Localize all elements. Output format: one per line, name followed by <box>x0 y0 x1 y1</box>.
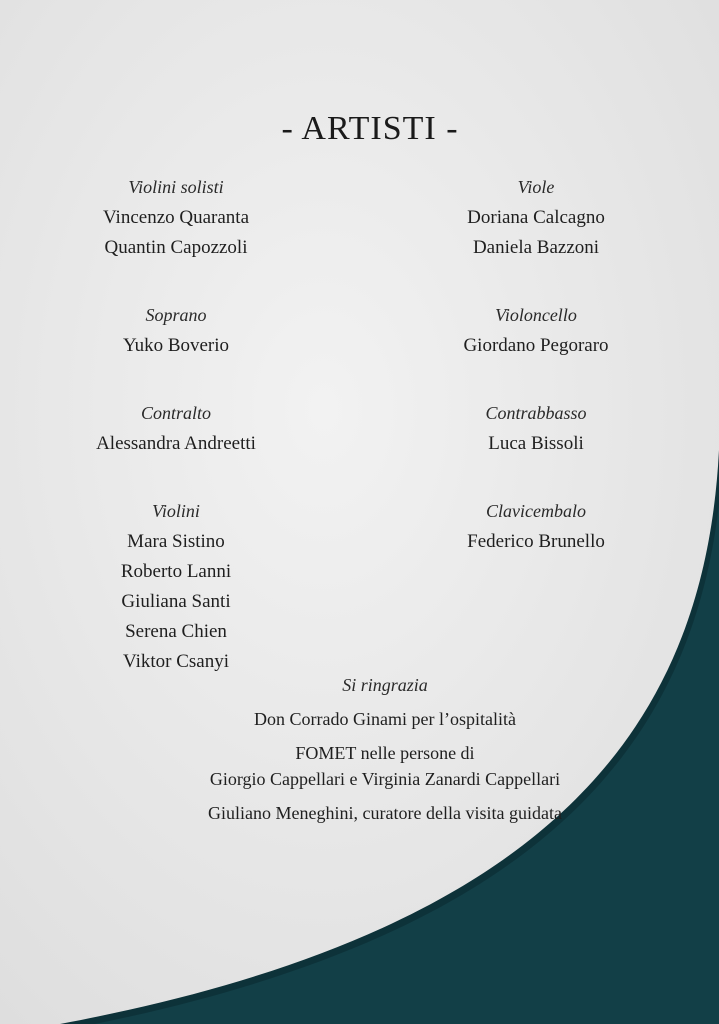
artist-name: Yuko Boverio <box>122 335 230 356</box>
acknowledgement-line: Giuliano Meneghini, curatore della visita guidata <box>208 803 562 823</box>
artist-name: Daniela Bazzoni <box>472 237 600 258</box>
right-column <box>386 175 686 597</box>
section-violini <box>26 499 326 677</box>
artist-name: Giuliana Santi <box>121 591 231 612</box>
section-soprano <box>26 303 326 361</box>
section-viole <box>386 175 686 263</box>
section-violini-solisti <box>26 175 326 263</box>
role-label: Clavicembalo <box>486 501 586 521</box>
artist-name: Doriana Calcagno <box>467 207 605 228</box>
section-contralto <box>26 401 326 459</box>
acknowledgements-heading: Si ringrazia <box>342 675 428 695</box>
artist-name: Serena Chien <box>125 621 227 642</box>
artist-name: Roberto Lanni <box>120 561 232 582</box>
acknowledgements <box>85 672 685 826</box>
spacer <box>85 732 685 740</box>
role-label: Violini <box>152 501 200 521</box>
role-label: Contralto <box>140 403 211 423</box>
section-violoncello <box>386 303 686 361</box>
artist-name: Federico Brunello <box>467 531 605 552</box>
acknowledgement-line: Don Corrado Ginami per l’ospitalità <box>254 709 516 729</box>
spacer <box>85 792 685 800</box>
artist-name: Viktor Csanyi <box>123 651 229 672</box>
artist-name: Luca Bissoli <box>488 433 584 454</box>
section-contrabbasso <box>386 401 686 459</box>
role-label: Violini solisti <box>128 177 224 197</box>
section-clavicembalo <box>386 499 686 557</box>
role-label: Violoncello <box>495 305 577 325</box>
role-label: Soprano <box>145 305 207 325</box>
artist-name: Mara Sistino <box>127 531 225 552</box>
artist-name: Quantin Capozzoli <box>104 237 248 258</box>
left-column <box>26 175 326 717</box>
artist-name: Vincenzo Quaranta <box>102 207 250 228</box>
artist-name: Alessandra Andreetti <box>96 433 256 454</box>
role-label: Contrabbasso <box>485 403 587 423</box>
acknowledgement-line: FOMET nelle persone di <box>295 743 475 763</box>
page-title: - ARTISTI - <box>281 110 459 147</box>
artist-name: Giordano Pegoraro <box>463 335 609 356</box>
acknowledgement-line: Giorgio Cappellari e Virginia Zanardi Cappellari <box>209 769 561 789</box>
role-label: Viole <box>517 177 555 197</box>
